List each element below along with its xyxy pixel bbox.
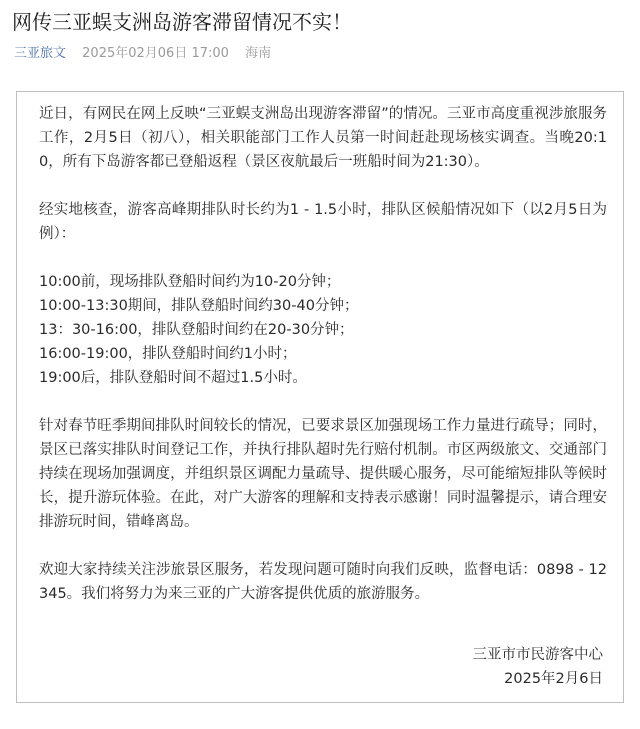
notice-paragraph-1: 近日，有网民在网上反映“三亚蜈支洲岛出现游客滞留”的情况。三亚市高度重视涉旅服务工作，2月5日（初八），相关职能部门工作人员第一时间赶赴现场核实调查。当晚20:10，所有下岛游客都已登船返程（景区夜航最后一班船时间为21:30）。	[39, 106, 607, 170]
schedule-item: 10:00-13:30期间，排队登船时间约30-40分钟；	[39, 298, 359, 314]
signature-date: 2025年2月6日	[504, 671, 603, 687]
source-link[interactable]: 三亚旅文	[14, 46, 67, 61]
schedule-item: 13：30-16:00，排队登船时间约在20-30分钟；	[39, 322, 354, 338]
notice-paragraph-3: 针对春节旺季期间排队时间较长的情况，已要求景区加强现场工作力量进行疏导；同时，景区已落实排队时间登记工作，并执行排队超时先行赔付机制。市区两级旅文、交通部门持续在现场加强调度，并组织景区调配力量疏导、提供暖心服务，尽可能缩短排队等候时长，提升游玩体验。在此，对广大游客的理解和支持表示感谢！同时温馨提示，请合理安排游玩时间，错峰离岛。	[39, 418, 607, 530]
schedule-item: 10:00前，现场排队登船时间约为10-20分钟；	[39, 274, 341, 290]
queue-schedule	[39, 270, 607, 390]
notice-paragraph-2: 经实地核查，游客高峰期排队时长约为1 - 1.5小时，排队区候船情况如下（以2月5日为例）：	[39, 202, 607, 242]
signature-org: 三亚市市民游客中心	[472, 647, 603, 663]
location-label: 海南	[245, 46, 272, 61]
schedule-item: 16:00-19:00，排队登船时间约1小时；	[39, 346, 297, 362]
notice-signature	[473, 643, 604, 691]
article-title: 网传三亚蜈支洲岛游客滞留情况不实！	[12, 10, 352, 34]
notice-box	[16, 91, 624, 703]
schedule-item: 19:00后，排队登船时间不超过1.5小时。	[39, 370, 307, 386]
notice-paragraph-4: 欢迎大家持续关注涉旅景区服务，若发现问题可随时向我们反映，监督电话：0898 - 12345。我们将努力为来三亚的广大游客提供优质的旅游服务。	[39, 562, 607, 602]
article-meta	[14, 45, 271, 63]
publish-time: 2025年02月06日 17:00	[82, 46, 229, 61]
